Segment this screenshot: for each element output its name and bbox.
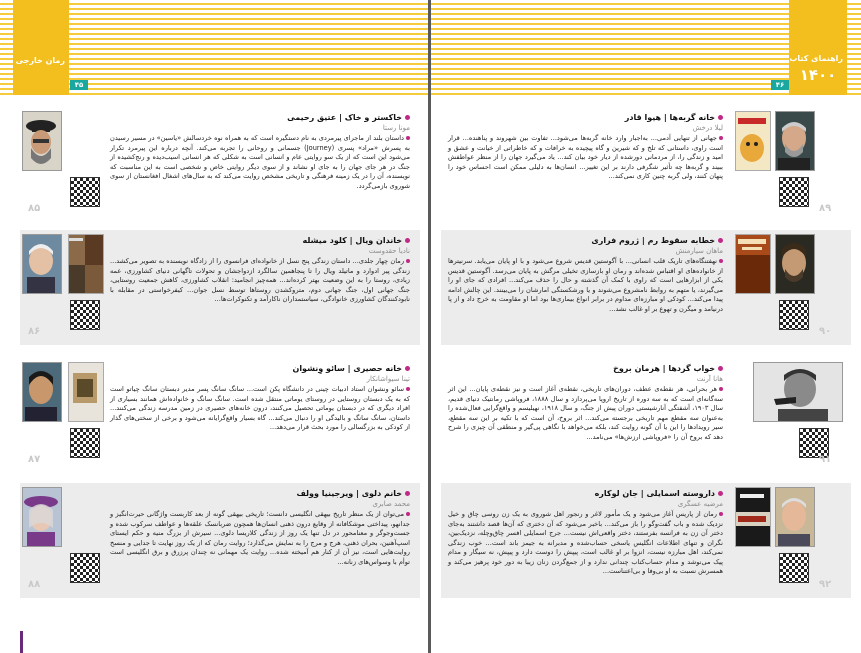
qr-code[interactable] [779,553,809,583]
book-summary: هر بحرانی، هر نقطه‌ی عطف، دوران‌های تاریخی، نقطه‌ی آغاز است و نیز نقطه‌ی پایان... این اثر سه‌گانه‌ای است که به سه دوره از تاریخ اروپا می‌پردازد و سال ۱۸۸۸، فروپاشی رمانتیک دنیای قدیم، سال ۱۹۰۳، آشفتگی آنارشیستی دوران پیش از جنگ، و سال ۱۹۱۸، نهیلیسم و واقع‌گرایی فعال‌شده را به‌عنوان سه مقطع مهم تاریخی برجسته می‌کند... اثر بروخ، آن است که با تکیه بر این سه مقطع، سیر رویدادها را این یا آن گونه روایت کند، بلکه می‌خواهد با نگاهی پی‌گیر و منطقی آن چیزی را شرح دهد که بروخ آن را «فروپاشی ارزش‌ها» می‌نامد... [448,385,724,441]
entry-number: ۹۲ [819,579,832,590]
author-photo [775,487,815,547]
book-title: خواب گردها | هرمان بروخ [448,364,723,373]
section-label: راهنمای کتاب [789,54,843,63]
book-title: داروسته اسمایلی | جان لوکاره [448,489,723,498]
reviewer-name: تینا سیواشانکار [366,375,410,383]
entry-number: ۸۵ [28,203,41,214]
reviewer-name: هانا آرنت [696,375,723,383]
book-title: خانه حصیری | سائو وِنشوان [110,364,410,373]
entry-number: ۸۶ [28,326,41,337]
author-photo [22,362,62,422]
author-photo [775,111,815,171]
book-entry [20,107,420,222]
book-title: خانم دلوی | ویرجینیا وولف [110,489,410,498]
right-page [431,0,861,653]
entry-number: ۸۹ [819,203,832,214]
book-cover [735,487,771,547]
page-marker [20,631,23,653]
section-tab [789,0,847,95]
book-entry [441,358,851,473]
qr-code[interactable] [70,300,100,330]
book-entry [20,230,420,345]
entry-number: ۸۷ [28,454,41,465]
book-title: خطابه سقوط رم | ژروم فراری [448,236,723,245]
book-summary: جهانی از تنهایی آدمی... به‌اجبار وارد خانه گربه‌ها می‌شود... تفاوت بین شهروند و پناهنده... قرار است راوی، داستانی که تلخ و که شیرین و گاه پیچیده به خرافات و که خاطراتی از خیانت و عشق و امید و زندگی را، از مردمانی دورشده از دیار خود بیان کند... یاد می‌گیرد جهان را از منظر عواطفش ببیند و گربه‌ها چه تأثیر شگرفی دارند بر این تغییر... انسان‌ها به دلیلی ممکن است احساس خود را پنهان کنند، ولی گربه چنین کاری نمی‌کند... [448,134,723,180]
book-entry [20,358,420,473]
book-cover [68,234,104,294]
book-entry [20,483,420,598]
entry-number: ۹۱ [819,454,832,465]
author-photo [22,487,62,547]
book-entry [441,483,851,598]
book-entry [441,230,851,345]
year-label: ۱۴۰۰ [799,66,837,84]
author-photo [22,111,62,171]
book-summary: سائو ونشوان استاد ادبیات چینی در دانشگاه پکن است... سانگ سانگ پسر مدیر دبستان سانگ چیاتو است که به یک دبستان روستایی در روستای یوماتی منتقل شده است. سانگ سانگ و خانواده‌اش همانند بسیاری از افراد دیگری که در دبستان یوماتی تحصیل می‌کنند، درون خانه‌های حصیری در زمین مدرسه زندگی می‌کنند... داستان، سانگ سانگ و بالیدگی او را دنبال می‌کند... گاه بسیار واقع‌گرایانه می‌شود و برخی از سختی‌های گذار از کودکی به بزرگسالی را مورد بحث قرار می‌دهد... [110,385,410,431]
book-title: خاکستر و خاک | عتیق رحیمی [110,113,410,122]
section-tab [13,0,69,95]
qr-code[interactable] [779,300,809,330]
book-title: خانه گربه‌ها | هیوا قادر [448,113,723,122]
book-cover [735,234,771,294]
reviewer-name: محمد صابری [372,500,410,508]
author-photo [22,234,62,294]
author-photo [775,234,815,294]
qr-code[interactable] [779,177,809,207]
author-photo [753,362,843,422]
reviewer-name: نادیا حقدوست [368,247,410,255]
qr-code[interactable] [70,177,100,207]
reviewer-name: مرضیه عسگری [677,500,723,508]
book-cover [68,362,104,422]
entry-number: ۸۸ [28,579,41,590]
qr-code[interactable] [70,428,100,458]
page-number: ۴۵ [70,80,88,90]
book-summary: می‌توان از یک منظر تاریخ بیهقی انگلیسی دانست؛ تاریخی بیهقی گونه از بعد کاربست واژگانی حیرت‌انگیز و جدا‌نهو، پیداختی موشکافانه از وقایع درون ذهنی انسان‌ها همچون ضربانسک علقه‌ها و عواطف سرکوب شده و جست‌وجوگر و معنامحور در دل تنها یک روز از زندگی کلاریسا دلوی... سیرش از بزرگ منیه و حکم ایستای اسپ‌آهنین، بحران ذهنی، هرج و مرج را به نمایش می‌گذارد؛ روایت رمان که از یک روز نهایت تا جدایی و منسخ روایت‌هایی است، نیز آن از کنار هم آمیخته شده... روایت یک مهمانی نه چندان پرزرق و برق انگلیسی است توأم با وسواس‌های زنانه... [110,510,410,566]
book-summary: نهفتنگاه‌های تاریک قلب انسانی... با آگوستین قدیس شروع می‌شود و با او پایان می‌یابد. سرنیترها از خانواده‌های او اقتباس شده‌اند و رمان او بازسازی تخیلی مرگش به پایان می‌رسد. آگوستین قدیس یکی از ابزارهایی است که راوی با کمک آن گذشته و حال را حذف می‌کند... افرادی که جای او را می‌گیرند، یا متهم به روابط نامشروع می‌شوند و یا ورشکستگی امارشان را می‌بینند. این چالش ادامه پیدا می‌کند... کودکی او مبارزه‌ای مداوم در برابر انواع بیماری‌ها بود اما او مقاومت به خرج داد و از پا درنیامد و میگرن و تهوع بر او غالب نشد... [448,257,723,313]
page-number: ۴۶ [771,80,789,90]
section-label: رمان خارجی [15,56,65,65]
entry-number: ۹۰ [819,326,832,337]
qr-code[interactable] [70,553,100,583]
reviewer-name: مونا رستا [382,124,410,132]
book-cover [735,111,771,171]
book-summary: داستان بلند از ماجرای پیرمردی به نام دستگیره است که به همراه نوه خردسالش «یاسین» در مسیر رسیدن به پسرش «مراد» پسری (Journey) جسمانی و روحانی را تجربه می‌کند. آنچه درباره این پیرمرد تکرار می‌شود این است که از یک سو روایتی عام و انسانی است به شکلی که هر انسانی اسیب‌دیده و رنج‌کشیده از جنگ در هر جای جهان را به جای او نشاند و از سوی دیگر روایتی خاص و شخصی است به این مناسبت که نویسنده، آن را در یک زمینه فرهنگی و تاریخی مشخص روایت می‌کند که به سال‌های اشغال افغانستان از سوی شوروی بازمی‌گردد. [110,134,410,190]
book-entry [441,107,851,222]
left-page [0,0,428,653]
book-summary: رمان چهار جلدی... داستان زندگی پنج نسل از خانواده‌ای فرانسوی را از زادگاه نویسنده به تصویر می‌کشد... زندگی پیر ادوارد و ماتیلد ویال را تا پنجاهمین سالگرد ازدواجشان و تحولات تاگهانی دنیای کشاورزی، عمه زیادی، روستا را به این وضعیت بهتر کرده‌اند... همه‌چیز انجامید: انقلاب کشاورزی، کاهش جمعیت روستایی، جنگ جهانی اول، جنگ جهانی دوم، مترو‌کشدن روستاها توسط نسل جوان... کیفرخواستی در مقابله با نابودکنندگان کشاورزی خانوادگی، سیاستمداران ناکارآمد و تکنوکرات‌ها... [110,257,410,303]
book-summary: رمان از پاریس آغاز می‌شود و یک مأمور لاغر و رنجور اهل شوروی به یک زن روسی چاق و خیل نزدیک شده و باب گفت‌وگو را باز می‌کند... باخبر می‌شود که آن دختری که آن‌ها قصد داشتند به‌جای دختر آن زن به فرانسه بفرستند، دختر واقعی‌اش نیست... جرج اسمایلی افسر چاق‌وچله، نزدیک‌بین، نگران و تنهای اطلاعات انگلیس یاسخی حساب‌شده و مدبرانه به جیمز باند است... خوب زندگی نمی‌کند، اهل مبارزه نیست، انزوا بر او غالب است، پیپش را دوست دارد و پیپش، نه سیگار و مدام پیک می‌نوشد و مدام حساب‌کتاب چندانی ندارد و از جمع‌گردن زنان زیبا به دور خود پرهیز می‌کند و همسرش نسبت به او بی‌وفا و بی‌اعتناست... [448,510,723,575]
book-title: خاندان ویال | کلود میشله [110,236,410,245]
reviewer-name: لیلا درخش [692,124,723,132]
reviewer-name: ماهان سیارمنش [675,247,723,255]
